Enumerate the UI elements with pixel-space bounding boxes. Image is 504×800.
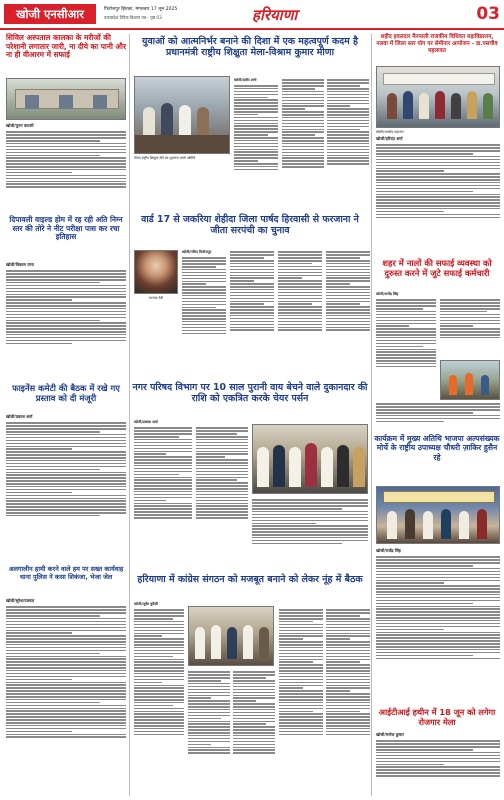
municipal-body-3 [252,498,368,566]
karyakram-headline: कार्यक्रम में मुख्य अतिथि भाजपा अल्पसंख्यक मोर्चे के राष्ट्रीय उपाध्यक्ष चौधरी ज़ाकिर हुसैन रहे [374,434,500,462]
wards-photo [134,250,178,294]
wards-byline: खोजी/नवित फिरोजपुर [182,250,212,254]
police-body [6,605,126,795]
congress-byline: खोजी/जुबेर कुरैशी [134,602,158,606]
iti-byline: खोजी/हरिदंत शर्मा [376,136,403,141]
police-byline: खोजी/सुरेश/पलवल [6,598,35,603]
congress-photo [188,606,274,666]
sanitation-body-3 [376,402,500,432]
municipal-headline: नगर परिषद विभाग पर 10 साल पुरानी वाय बेचने वाले दुकानदार की राशि को एकत्रित करके चेयर पर्सन [132,382,368,405]
sanitation-photo [440,360,500,400]
wards-caption: भाजपा नेत्री [148,296,164,300]
wards-body-3 [278,250,322,378]
rozgar-body [376,739,500,797]
congress-body-4 [279,608,323,796]
wards-headline: वार्ड 17 से जकरिया शेहीदा जिला पार्षद हिरवासी से फरजाना ने जीता सरपंची का चुनाव [141,214,359,237]
column-rule [371,34,372,796]
diwali-body [6,269,126,381]
sanitation-body-1 [376,298,436,400]
iti-headline: शहीद हवलदार मैनपाली राजकीय विधिवत महाविद्यालय, नलवा में जिला स्तर योग पर सेमीनार आयोजन - डा.पसचीव महलावत [376,34,498,54]
hospital-body [6,130,126,212]
column-rule [129,34,130,796]
finance-byline: खोजी/प्रकाश शर्मा [6,414,33,419]
rozgar-byline: खोजी/मनोज कुमार [376,732,404,737]
hospital-byline: खोजी/पुनम कालरी [6,123,34,128]
section-title: हरियाणा [252,6,298,24]
sanitation-body-2 [440,298,500,358]
municipal-photo [252,424,368,494]
brand-logo: खोजी एनसीआर [4,4,96,24]
congress-headline: हरियाणा में कांग्रेस संगठन को मजबूत बनाने को लेकर नूंह में बैठक [137,574,363,585]
sanitation-headline: शहर में नालों की सफाई व्यवस्था को दुरुस्त करने में जुटे सफाई कर्मचारी [382,258,492,279]
wards-body-1 [182,256,226,378]
hospital-headline: सिविल अस्पताल कालका के मरीजों की परेशानी लगातार जारी, ना दीये का पानी और ना ही वीआरम में सफाई [6,33,127,60]
diwali-byline: खोजी/विकास राणा [6,262,34,267]
wards-body-2 [230,250,274,378]
congress-body-1 [134,608,184,796]
municipal-body-2 [196,426,248,566]
karyakram-byline: खोजी/राजेंद्र सिंह [376,548,401,553]
yuva-byline: खोजी/प्रदीप शर्मा [234,78,257,82]
subline: उत्तरप्रदेश दैनिक विशाल पत्र - पृष्ठ 03 [104,15,162,20]
yuva-body-3 [327,78,369,210]
congress-body-5 [326,608,370,796]
finance-body [6,421,126,559]
karyakram-photo [376,486,500,544]
finance-headline: फाइनेंस कमेटी की बैठक में रखे गए प्रस्ताव को दी मंजूरी [12,383,120,403]
hospital-photo [6,78,126,120]
masthead [0,0,504,30]
iti-photo [376,66,500,128]
yuva-photo [134,76,230,154]
iti-caption: खोजी/जयदीप महाजन [376,130,404,134]
police-headline: अलगालीन हामी करने वाले हम पर सख्त कार्यवाह थाना पुलिस ने कसा शिकंजा, भेजा जेल [8,565,124,581]
diwali-headline: दिपावली वाइल्ड होम में रह रही अति निम्न स्तर की तोरे ने नीट परीक्षा पास कर रचा इतिहास [9,215,123,242]
yuva-caption: पीएम राष्ट्रीय शिक्षुता मेले का शुभारंभ करते अतिथि [134,156,196,160]
iti-body [376,143,500,253]
wards-body-4 [326,250,370,378]
yuva-body-2 [282,78,324,210]
karyakram-body [376,555,500,705]
sanitation-byline: खोजी/राजेंद्र सिंह [376,292,399,296]
yuva-body-1 [234,78,278,210]
municipal-byline: खोजी/प्रकाश शर्मा [134,420,158,424]
rozgar-headline: आईटीआई हथीन में 18 जून को लगेगा रोजगार मेला [378,707,496,727]
municipal-body-1 [134,426,192,566]
yuva-headline: युवाओं को आत्मनिर्भर बनाने की दिशा में एक महत्वपूर्ण कदम है प्रधानमंत्री राष्ट्रीय शिक्षुता मेला-विश्राम कुमार मीणा [142,36,358,59]
congress-body-2 [188,670,230,796]
congress-body-3 [233,670,275,796]
page-number: 03 [476,4,500,24]
dateline: फिरोजपुर झिरका, मंगलवार 17 जून 2025 [104,7,178,12]
